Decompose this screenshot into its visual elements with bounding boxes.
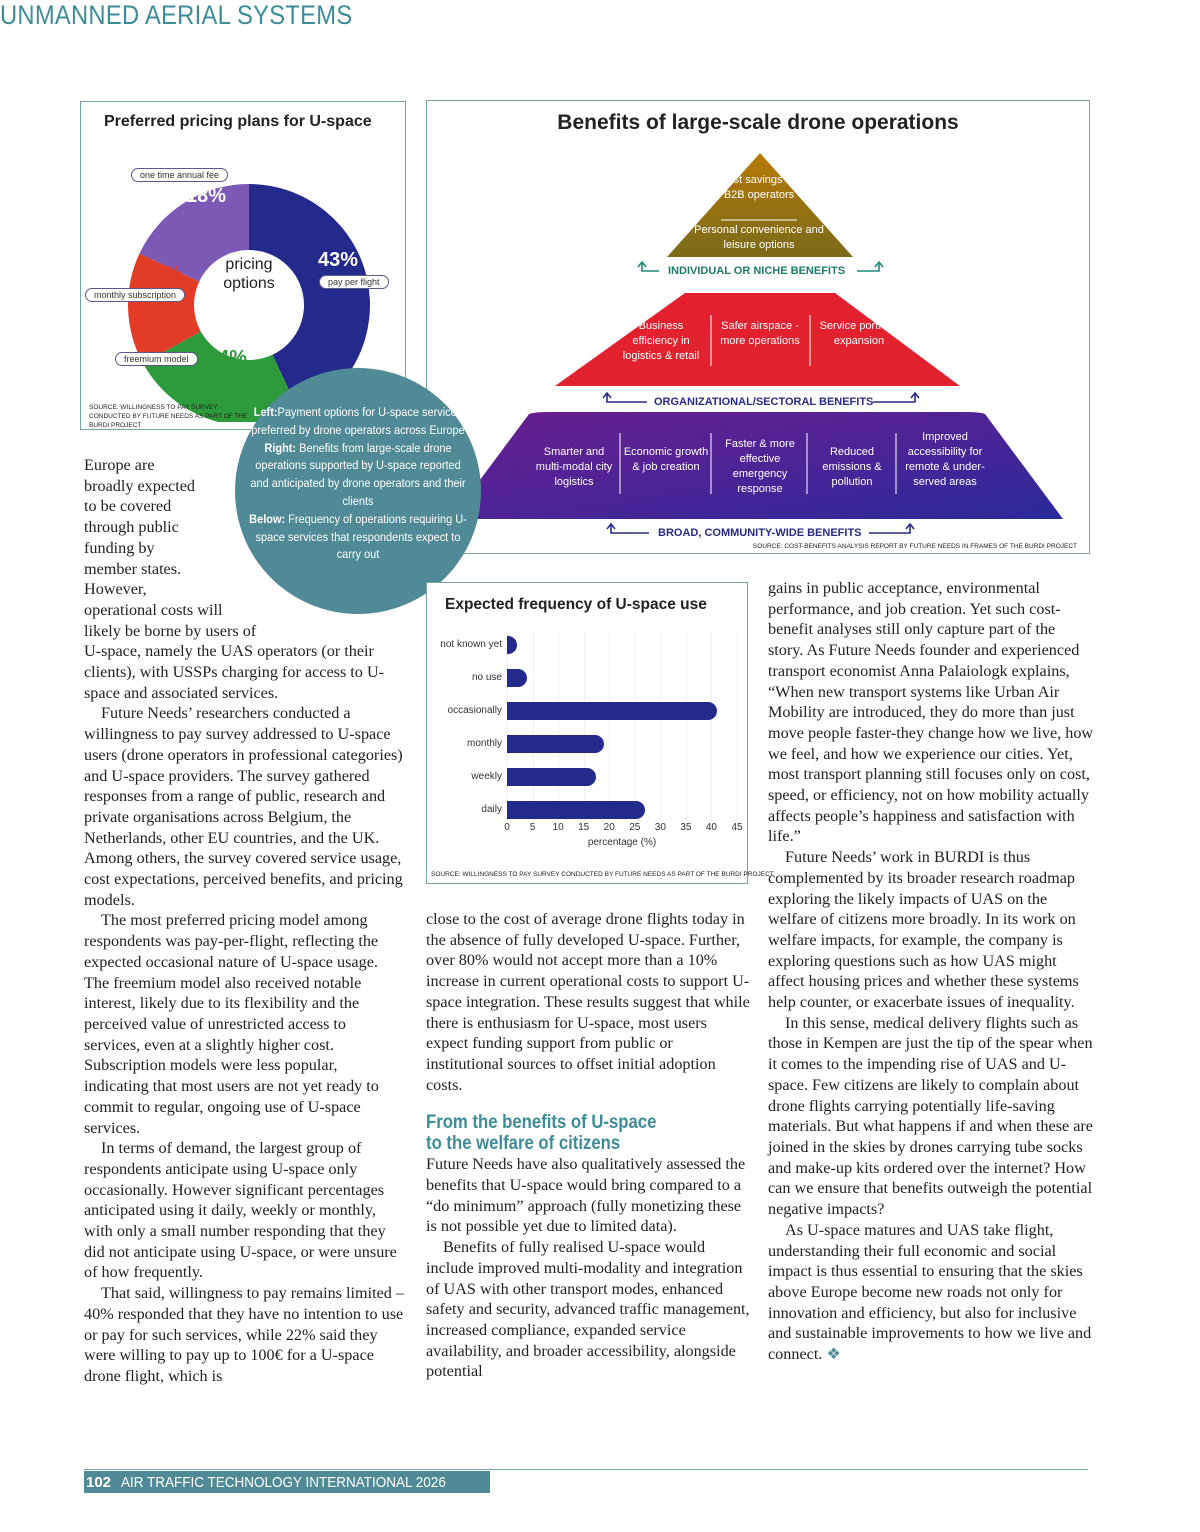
bottom-benefit-1: Smarter and multi-modal city logistics [535,446,613,488]
frequency-gridline [558,631,559,821]
subhead-line-2: to the welfare of citizens [426,1133,621,1155]
frequency-category-label: monthly [466,738,502,749]
frequency-tick-label: 5 [529,822,536,833]
pricing-chart-title: Preferred pricing plans for U-space [104,113,372,130]
footer-rule [84,1469,1088,1470]
top-benefit-1: Cost savings for B2B operators [719,174,799,201]
column-1-line: to be covered [84,497,172,516]
column-2-paragraph-2: Future Needs have also qualitatively assessed the benefits that U-space would bring compared to a “do minimum” approach (fully monetizing these is not possible yet due to limited data). [426,1155,746,1236]
frequency-bar [507,669,527,687]
column-1-line: member states. [84,559,182,578]
frequency-source: SOURCE: WILLINGNESS TO PAY SURVEY CONDUCTED BY FUTURE NEEDS AS PART OF THE BURDI PROJECT [431,871,774,878]
column-1-line: likely be borne by users of [84,621,257,640]
middle-benefit-1: Business efficiency in logistics & retail [622,320,700,362]
end-mark-icon: ❖ [826,1345,841,1364]
frequency-category-label: no use [471,672,502,683]
caption-left-text: Payment options for U-space services preferred by drone operators across Europe [251,405,465,437]
column-1-line: broadly expected [84,476,196,495]
pricing-pct-annual: 18% [186,185,227,207]
bottom-benefit-3: Faster & more effective emergency response [725,438,795,495]
tier2-label: ORGANIZATIONAL/SECTORAL BENEFITS [654,396,874,408]
frequency-bar [507,636,517,654]
frequency-gridline [584,631,585,821]
caption-right-label: Right: [264,440,297,455]
frequency-gridline [635,631,636,821]
pricing-center-label [206,255,292,293]
frequency-tick-label: 40 [705,822,717,833]
pricing-label-payperflight: pay per flight [319,275,389,289]
pricing-label-annual: one time annual fee [131,168,228,182]
column-2-paragraph-1: close to the cost of average drone flights today in the absence of fully developed U-space. Further, over 80% would not accept more than a 10% increase in current operational costs to support U-space integration. These results suggest that while there is enthusiasm for U-space, most users expect funding support from public or institutional sources to offset initial adoption costs. [426,910,750,1094]
frequency-category-label: occasionally [447,705,502,716]
pricing-label-monthly: monthly subscription [85,288,185,302]
column-1-wrap-lines [84,455,406,641]
pricing-center-line1: pricing [225,256,273,273]
tier3-label: BROAD, COMMUNITY-WIDE BENEFITS [658,527,862,539]
frequency-gridline [533,631,534,821]
article-column-1 [84,455,406,1387]
frequency-category-label: not known yet [440,639,502,650]
pricing-pct-freemium: 24% [207,347,248,369]
section-header: UNMANNED AERIAL SYSTEMS [0,0,353,30]
benefits-source: SOURCE: COST-BENEFITS ANALYSIS REPORT BY FUTURE NEEDS IN FRAMES OF THE BURDI PROJECT [752,543,1077,550]
frequency-bar [507,735,604,753]
frequency-bar [507,768,596,786]
caption-left-label: Left: [253,405,278,419]
column-3-paragraph-2: Future Needs’ work in BURDI is thus complemented by its broader research roadmap exploring the likely impacts of UAS on the welfare of citizens more broadly. In its work on welfare impacts, for example, the company is exploring questions such as how UAS might affect housing prices and whether these systems help counter, or exacerbate issues of inequality. [768,848,1079,1012]
column-3-paragraph-4-text: As U-space matures and UAS take flight, understanding their full economic and social impact is thus essential to ensuring that the skies above Europe become new roads not only for innovation and efficiency, but also for inclusive and sustainable improvements to how we live and connect. [768,1220,1092,1364]
column-2-paragraph-3: Benefits of fully realised U-space would include improved multi-modality and integration of UAS with other transport modes, enhanced safety and security, advanced traffic management, increased compliance, expanded service availability, and broader accessibility, alongside potential [426,1238,750,1381]
article-column-3 [768,578,1094,1365]
frequency-gridline [711,631,712,821]
frequency-gridline [660,631,661,821]
pricing-label-freemium: freemium model [115,352,198,366]
frequency-bar [507,702,717,720]
middle-benefit-2: Safer airspace - more operations [720,320,800,347]
caption-below-label: Below: [249,511,286,526]
benefits-panel [426,100,1090,554]
frequency-chart-panel [426,582,774,884]
frequency-tick-label: 20 [603,822,615,833]
column-3-paragraph-1: gains in public acceptance, environmental performance, and job creation. Yet such cost-benefit analyses still only capture part of the story. As Future Needs founder and experienced transport economist Anna Palaiologk explains, “When new transport systems like Urban Air Mobility are introduced, they do more than just move people faster-they change how we live, how we feel, and how we experience our cities. Yet, most transport planning still focuses only on cost, speed, or efficiency, not on how mobility actually affects people’s happiness and satisfaction with life.” [768,579,1094,846]
column-1-paragraph-5: That said, willingness to pay remains limited – 40% responded that they have no intention to use or pay for such services, while 22% said they were willing to pay up to 100€ for a U-space drone flight, which is [84,1284,405,1385]
column-1-paragraph-2: Future Needs’ researchers conducted a willingness to pay survey addressed to U-space users (drone operators in professional categories) and U-space providers. The survey gathered responses from a range of public, research and private organisations across Belgium, the Netherlands, other EU countries, and the UK. Among others, the survey covered service usage, cost expectations, perceived benefits, and pricing models. [84,704,403,909]
tier1-label: INDIVIDUAL OR NICHE BENEFITS [668,265,846,277]
frequency-gridline [686,631,687,821]
frequency-bar [507,801,645,819]
frequency-tick-label: 45 [731,822,743,833]
frequency-gridline [737,631,738,821]
page-number: 102 [86,1473,112,1491]
column-1-line: operational costs will [84,600,223,619]
pricing-source: SOURCE: WILLINGNESS TO PAY SURVEY CONDUCTED BY FUTURE NEEDS AS PART OF THE BURDI PROJECT [89,404,248,429]
frequency-chart-title: Expected frequency of U-space use [445,596,707,613]
column-3-paragraph-4 [768,1220,1094,1365]
article-column-2 [426,909,750,1382]
column-1-line: funding by [84,538,155,557]
frequency-tick-label: 35 [680,822,692,833]
frequency-xlabel: percentage (%) [587,837,657,848]
pricing-pct-payperflight: 43% [318,249,359,271]
bottom-benefit-5: Improved accessibility for remote & under-served areas [905,431,985,488]
frequency-tick-label: 0 [504,822,510,833]
bottom-benefit-2: Economic growth & job creation [623,446,709,473]
footer [84,1471,490,1493]
frequency-tick-label: 10 [552,822,564,833]
column-1-paragraph-3: The most preferred pricing model among respondents was pay-per-flight, reflecting the expected occasional nature of U-space usage. The freemium model also received notable interest, likely due to its flexibility and the perceived value of unrestricted access to services, even at a slightly higher cost. Subscription models were less popular, indicating that most users are not yet ready to commit to regular, ongoing use of U-space services. [84,911,379,1137]
bottom-benefit-4: Reduced emissions & pollution [822,446,882,488]
frequency-tick-label: 25 [629,822,641,833]
caption-below-text: Frequency of operations requiring U-space services that respondents expect to carry out [255,511,467,562]
magazine-name: AIR TRAFFIC TECHNOLOGY INTERNATIONAL 2026 [121,1473,446,1491]
pricing-pct-monthly: 15% [142,263,183,285]
frequency-tick-label: 15 [578,822,590,833]
pricing-center-line2: options [223,275,275,292]
column-1-paragraph-1-rest: U-space, namely the UAS operators (or their clients), with USSPs charging for access to U-space and associated services. [84,642,385,702]
column-1-line: Europe are [84,456,155,474]
frequency-category-label: weekly [471,771,502,782]
column-1-line: However, [84,580,147,599]
column-1-line: through public [84,518,179,537]
column-3-paragraph-3: In this sense, medical delivery flights such as those in Kempen are just the tip of the spear when it comes to the impending rise of UAS and U-space. Few citizens are likely to complain about drone flights carrying potentially life-saving materials. But what happens if and when these are joined in the skies by drones carrying tube socks and make-up kits ordered over the internet? How can we ensure that benefits outweigh the potential negative impacts? [768,1013,1093,1219]
frequency-gridline [507,631,508,821]
subhead-line-1: From the benefits of U-space [426,1112,657,1134]
middle-benefit-3: Service portfolio expansion [819,320,899,347]
frequency-gridline [609,631,610,821]
column-1-paragraph-4: In terms of demand, the largest group of respondents anticipate using U-space only occasionally. However significant percentages anticipated using it daily, weekly or monthly, with only a small number responding that they did not anticipate using U-space, or were unsure of how frequently. [84,1139,397,1282]
frequency-category-label: daily [481,804,502,815]
frequency-tick-label: 30 [654,822,666,833]
benefits-title: Benefits of large-scale drone operations [557,111,959,134]
top-benefit-2: Personal convenience and leisure options [694,224,824,251]
caption-right-text: Benefits from large-scale drone operations supported by U-space reported and anticipated by drone operators and their clients [250,440,466,508]
